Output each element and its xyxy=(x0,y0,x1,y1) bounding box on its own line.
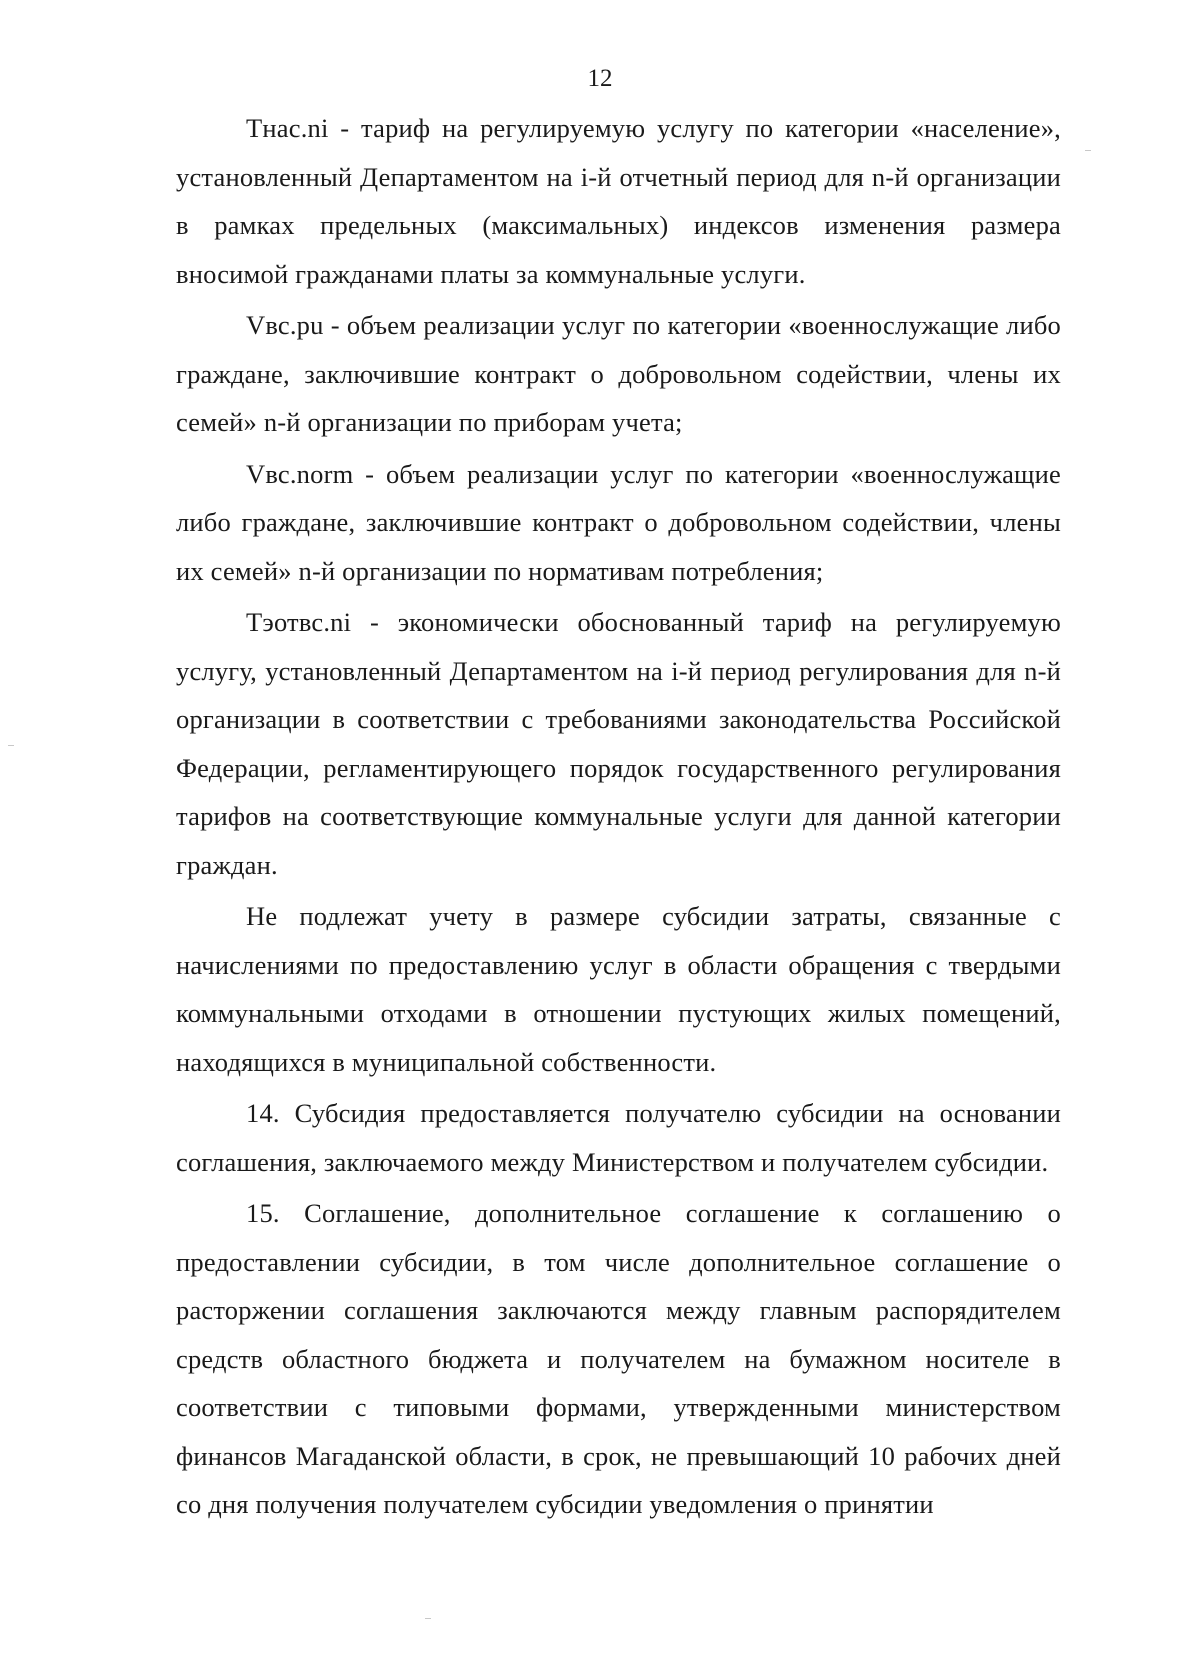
scan-speck xyxy=(1085,150,1091,151)
paragraph-clause-15: 15. Соглашение, дополнительное соглашение к соглашению о предоставлении субсидии, в том числе дополнительное соглашение о расторжении соглашения заключаются между главным распорядителем средств областного бюджета и получателем на бумажном носителе в соответствии с типовыми формами, утвержденными министерством финансов Магаданской области, в срок, не превышающий 10 рабочих дней со дня получения получателем субсидии уведомления о принятии xyxy=(176,1198,1061,1519)
scan-speck xyxy=(8,745,14,746)
paragraph-economic-tariff: Тэотвс.ni - экономически обоснованный тариф на регулируемую услугу, установленный Департаментом на i-й период регулирования для n-й организации в соответствии с требованиями законодательства Российской Федерации, регламентирующего порядок государственного регулирования тарифов на соответствующие коммунальные услуги для данной категории граждан. xyxy=(176,607,1061,880)
scan-speck xyxy=(425,1618,431,1619)
paragraph-tariff-population: Тнас.ni - тариф на регулируемую услугу по категории «население», установленный Департаментом на i-й отчетный период для n-й организации в рамках предельных (максимальных) индексов изменения размера вносимой гражданами платы за коммунальные услуги. xyxy=(176,113,1061,289)
paragraph-volume-metered: Vвс.pu - объем реализации услуг по категории «военнослужащие либо граждане, заключившие контракт о добровольном содействии, члены их семей» n-й организации по приборам учета; xyxy=(176,310,1061,437)
paragraph-excluded-costs: Не подлежат учету в размере субсидии затраты, связанные с начислениями по предоставлению услуг в области обращения с твердыми коммунальными отходами в отношении пустующих жилых помещений, находящихся в муниципальной собственности. xyxy=(176,901,1061,1077)
paragraph-volume-norm: Vвс.norm - объем реализации услуг по категории «военнослужащие либо граждане, заключившие контракт о добровольном содействии, члены их семей» n-й организации по нормативам потребления; xyxy=(176,458,1061,586)
page-number: 12 xyxy=(587,65,613,92)
document-body xyxy=(176,104,1061,1532)
paragraph-clause-14: 14. Субсидия предоставляется получателю субсидии на основании соглашения, заключаемого между Министерством и получателем субсидии. xyxy=(176,1098,1061,1177)
